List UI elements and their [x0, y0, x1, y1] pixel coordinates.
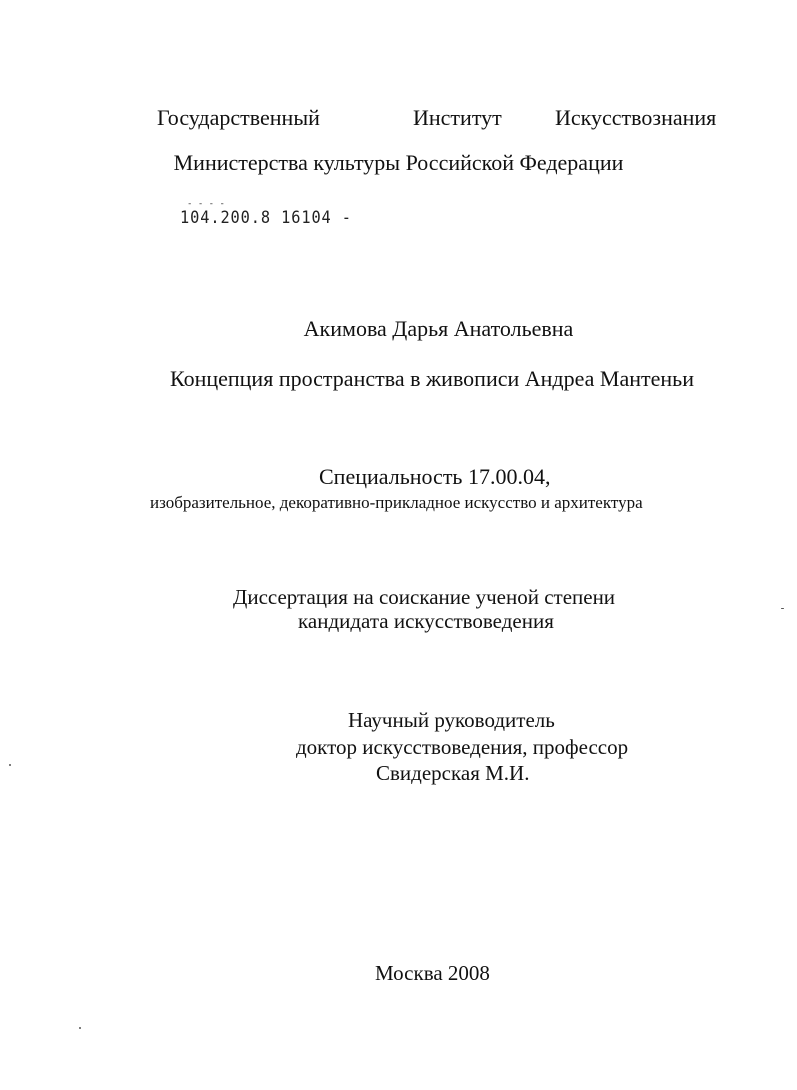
- specialty-label: Специальность 17.00.04,: [319, 464, 551, 489]
- scan-speck: [79, 1027, 81, 1029]
- archive-stamp-code: 104.200.8 16104 -: [180, 208, 352, 228]
- thesis-title: Концепция пространства в живописи Андреа Мантеньи: [170, 366, 694, 391]
- scan-speck: [781, 608, 784, 609]
- ministry-name: Министерства культуры Российской Федерации: [173, 150, 624, 175]
- org-name-word-3: Искусствознания: [555, 105, 717, 130]
- author-name: Акимова Дарья Анатольевна: [303, 316, 574, 341]
- supervisor-label: Научный руководитель: [348, 708, 555, 732]
- org-name-word-2: Институт: [413, 105, 502, 130]
- supervisor-name: Свидерская М.И.: [376, 761, 530, 785]
- supervisor-title: доктор искусствоведения, профессор: [296, 735, 629, 759]
- place-year: Москва 2008: [375, 961, 490, 985]
- degree-line-1: Диссертация на соискание ученой степени: [233, 585, 616, 609]
- degree-line-2: кандидата искусствоведения: [298, 609, 554, 633]
- scan-speck: [9, 764, 11, 766]
- archive-stamp-marks: - - - -: [187, 199, 225, 209]
- org-name-word-1: Государственный: [157, 105, 320, 130]
- specialty-description: изобразительное, декоративно-прикладное искусство и архитектура: [150, 493, 643, 512]
